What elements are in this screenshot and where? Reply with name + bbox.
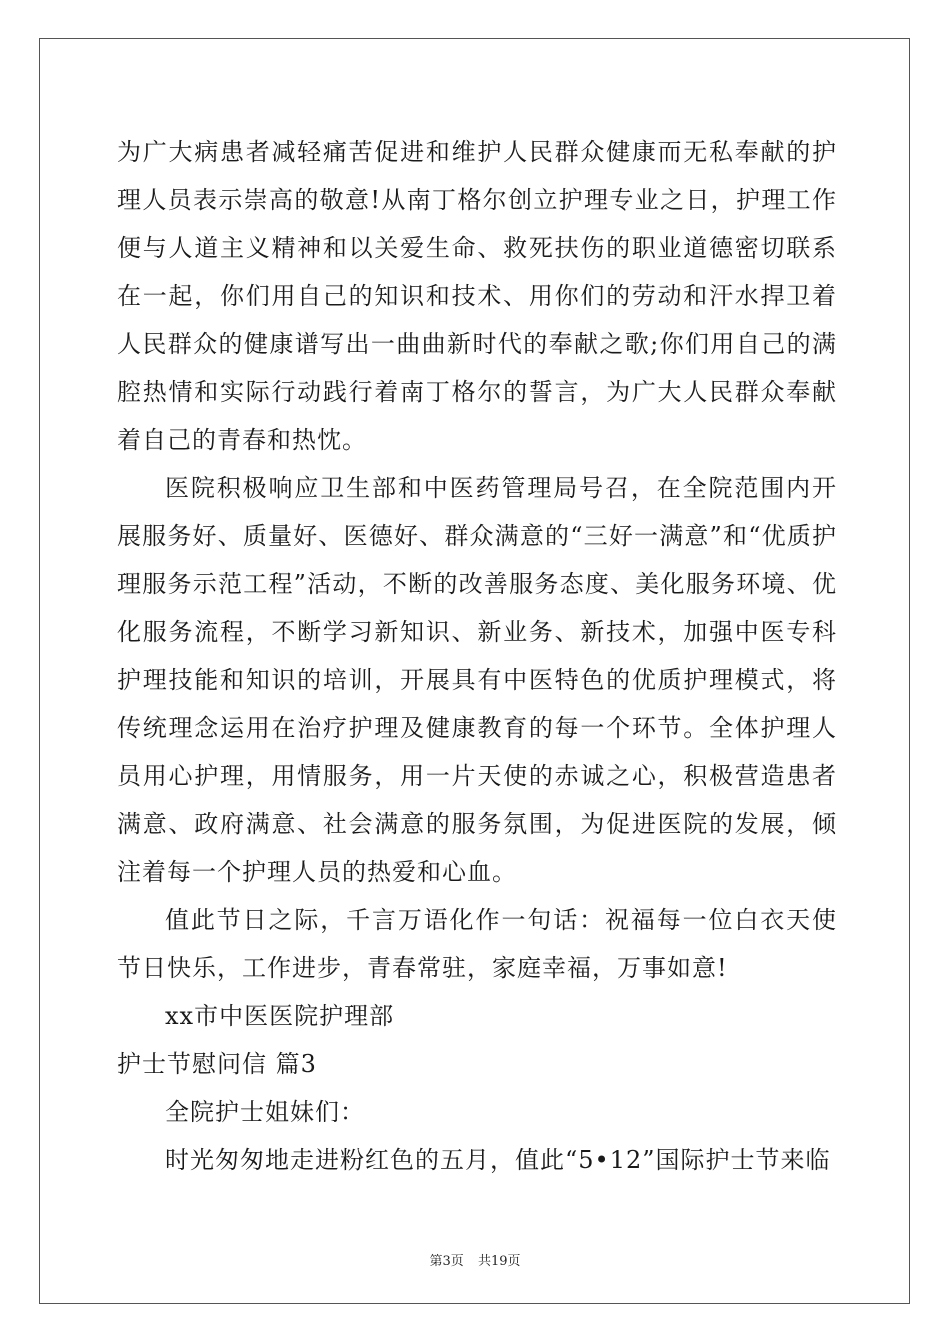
greeting: 全院护士姐妹们： bbox=[165, 1098, 365, 1126]
page-number: 第3页 bbox=[429, 1254, 464, 1269]
document-body bbox=[117, 128, 837, 1184]
paragraph-opening: 时光匆匆地走进粉红色的五月，值此“5•12”国际护士节来临 bbox=[165, 1146, 831, 1174]
page-total: 共19页 bbox=[477, 1254, 521, 1269]
paragraph-tribute: 为广大病患者减轻痛苦促进和维护人民群众健康而无私奉献的护理人员表示崇高的敬意!从南丁格尔创立护理专业之日，护理工作便与人道主义精神和以关爱生命、救死扶伤的职业道德密切联系在一起，你们用自己的知识和技术、用你们的劳动和汗水捍卫着人民群众的健康谱写出一曲曲新时代的奉献之歌;你们用自己的满腔热情和实际行动践行着南丁格尔的誓言，为广大人民群众奉献着自己的青春和热忱。 bbox=[117, 138, 837, 454]
paragraph-hospital-activities: 医院积极响应卫生部和中医药管理局号召，在全院范围内开展服务好、质量好、医德好、群众满意的“三好一满意”和“优质护理服务示范工程”活动，不断的改善服务态度、美化服务环境、优化服务流程，不断学习新知识、新业务、新技术，加强中医专科护理技能和知识的培训，开展具有中医特色的优质护理模式，将传统理念运用在治疗护理及健康教育的每一个环节。全体护理人员用心护理，用情服务，用一片天使的赤诚之心，积极营造患者满意、政府满意、社会满意的服务氛围，为促进医院的发展，倾注着每一个护理人员的热爱和心血。 bbox=[117, 474, 837, 886]
signature: xx市中医医院护理部 bbox=[165, 1002, 395, 1030]
section-title: 护士节慰问信 篇3 bbox=[117, 1050, 317, 1078]
page-footer bbox=[0, 1250, 950, 1269]
paragraph-blessing: 值此节日之际，千言万语化作一句话：祝福每一位白衣天使节日快乐，工作进步，青春常驻，家庭幸福，万事如意! bbox=[117, 906, 837, 982]
